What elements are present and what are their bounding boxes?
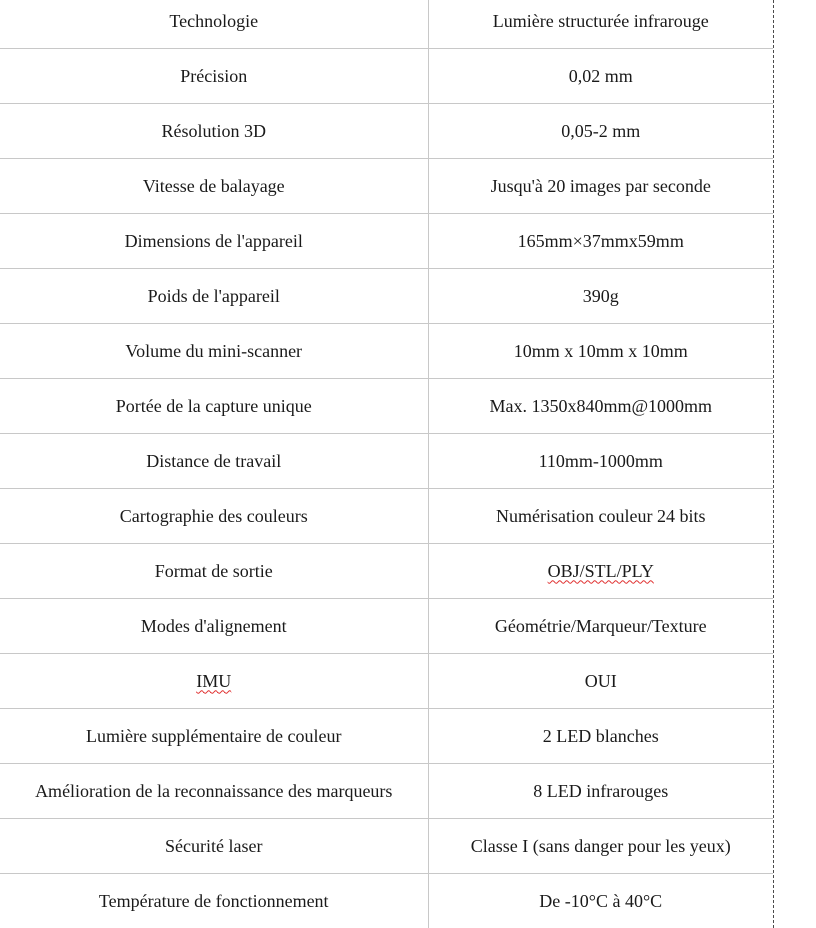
table-row <box>0 214 773 269</box>
table-row <box>0 874 773 928</box>
table-row <box>0 709 773 764</box>
table-row <box>0 544 773 599</box>
spec-value-cell[interactable]: 8 LED infrarouges <box>428 764 773 819</box>
table-row <box>0 159 773 214</box>
spec-label-cell[interactable]: Dimensions de l'appareil <box>0 214 428 269</box>
spec-label-cell[interactable]: Amélioration de la reconnaissance des marqueurs <box>0 764 428 819</box>
spec-label-cell[interactable]: Sécurité laser <box>0 819 428 874</box>
spec-value-cell[interactable]: Géométrie/Marqueur/Texture <box>428 599 773 654</box>
spec-label-cell[interactable]: Portée de la capture unique <box>0 379 428 434</box>
spec-value-cell[interactable]: 10mm x 10mm x 10mm <box>428 324 773 379</box>
spec-label-cell[interactable] <box>0 654 428 709</box>
spec-value-cell[interactable]: 2 LED blanches <box>428 709 773 764</box>
spec-label-cell[interactable]: Volume du mini-scanner <box>0 324 428 379</box>
spec-value-cell[interactable]: Jusqu'à 20 images par seconde <box>428 159 773 214</box>
spec-value-cell[interactable]: 390g <box>428 269 773 324</box>
spec-label-cell[interactable]: Modes d'alignement <box>0 599 428 654</box>
spec-label-cell[interactable]: Température de fonctionnement <box>0 874 428 928</box>
table-row <box>0 324 773 379</box>
spec-value-cell[interactable] <box>428 544 773 599</box>
spec-value-cell[interactable]: 110mm-1000mm <box>428 434 773 489</box>
spec-label-cell[interactable]: Vitesse de balayage <box>0 159 428 214</box>
spec-label-cell[interactable]: Poids de l'appareil <box>0 269 428 324</box>
spec-value-cell[interactable]: 0,05-2 mm <box>428 104 773 159</box>
table-row <box>0 49 773 104</box>
spec-label-cell[interactable]: Précision <box>0 49 428 104</box>
spec-label-cell[interactable]: Cartographie des couleurs <box>0 489 428 544</box>
spec-value-cell[interactable]: Classe I (sans danger pour les yeux) <box>428 819 773 874</box>
spellcheck-flagged-text[interactable]: IMU <box>196 670 232 691</box>
table-row <box>0 0 773 49</box>
table-row <box>0 104 773 159</box>
page-margin-guide <box>773 0 774 928</box>
table-row <box>0 489 773 544</box>
spec-value-cell[interactable]: 165mm×37mmx59mm <box>428 214 773 269</box>
spec-value-cell[interactable]: Lumière structurée infrarouge <box>428 0 773 49</box>
table-row <box>0 819 773 874</box>
table-row <box>0 379 773 434</box>
table-row <box>0 434 773 489</box>
spec-value-cell[interactable]: Max. 1350x840mm@1000mm <box>428 379 773 434</box>
table-row <box>0 764 773 819</box>
spec-label-cell[interactable]: Lumière supplémentaire de couleur <box>0 709 428 764</box>
table-row <box>0 654 773 709</box>
spec-label-cell[interactable]: Distance de travail <box>0 434 428 489</box>
table-row <box>0 269 773 324</box>
spec-label-cell[interactable]: Résolution 3D <box>0 104 428 159</box>
spec-value-cell[interactable]: De -10°C à 40°C <box>539 890 663 911</box>
spec-value-cell[interactable]: 0,02 mm <box>428 49 773 104</box>
spec-label-cell[interactable]: Technologie <box>0 0 428 49</box>
spec-value-cell[interactable]: Numérisation couleur 24 bits <box>428 489 773 544</box>
spellcheck-flagged-text[interactable]: OBJ/STL/PLY <box>547 560 654 581</box>
spec-value-cell[interactable]: OUI <box>428 654 773 709</box>
table-row <box>0 599 773 654</box>
spec-label-cell[interactable]: Format de sortie <box>0 544 428 599</box>
